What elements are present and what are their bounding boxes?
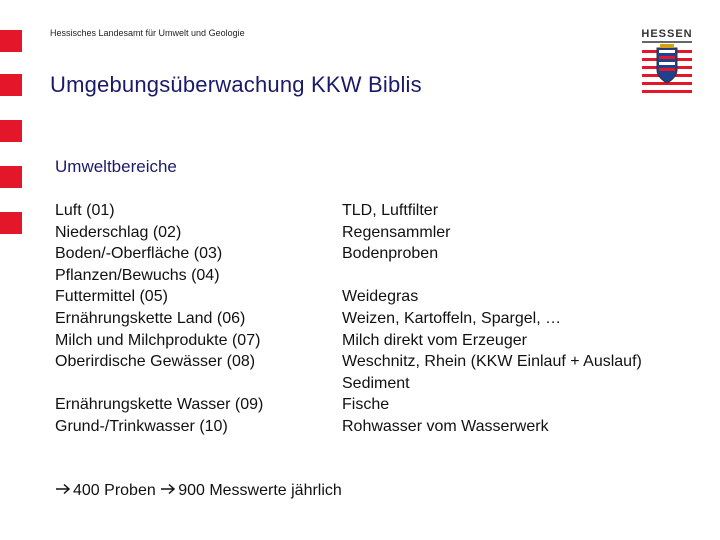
- environment-areas-list: [55, 200, 263, 438]
- list-item: Grund-/Trinkwasser (10): [55, 417, 228, 435]
- list-item: Niederschlag (02): [55, 223, 182, 241]
- list-item: Rohwasser vom Wasserwerk: [342, 417, 549, 435]
- list-item: TLD, Luftfilter: [342, 202, 439, 219]
- list-item: Ernährungskette Wasser (09): [55, 396, 264, 414]
- list-item: Weschnitz, Rhein (KKW Einlauf + Auslauf): [342, 353, 642, 371]
- list-item: Regensammler: [342, 223, 451, 241]
- hessen-crest-icon: [640, 28, 694, 96]
- page-title: Umgebungsüberwachung KKW Biblis: [50, 72, 422, 97]
- list-item: Luft (01): [55, 202, 115, 219]
- logo-text: HESSEN: [641, 28, 693, 40]
- arrow-right-icon: [55, 482, 73, 500]
- arrow-right-icon: [160, 482, 178, 500]
- list-item: Sediment: [342, 374, 410, 392]
- list-item: Weizen, Kartoffeln, Spargel, …: [342, 309, 562, 327]
- list-item: Bodenproben: [342, 245, 439, 263]
- list-item: Milch und Milchprodukte (07): [55, 331, 261, 349]
- list-item: Oberirdische Gewässer (08): [55, 353, 256, 371]
- red-square-3: [0, 120, 22, 142]
- list-item: Futtermittel (05): [55, 288, 168, 306]
- summary-line: [55, 482, 342, 500]
- summary-samples: 400 Proben: [73, 482, 156, 499]
- list-item: Milch direkt vom Erzeuger: [342, 331, 527, 349]
- list-item: Boden/-Oberfläche (03): [55, 245, 223, 263]
- list-item: Fische: [342, 396, 390, 414]
- red-square-2: [0, 74, 22, 96]
- red-square-5: [0, 212, 22, 234]
- list-spacer: [342, 265, 642, 287]
- list-item: Pflanzen/Bewuchs (04): [55, 266, 220, 284]
- organization-name: Hessisches Landesamt für Umwelt und Geologie: [50, 28, 245, 38]
- red-square-4: [0, 166, 22, 188]
- list-item: Weidegras: [342, 288, 419, 306]
- list-item: Ernährungskette Land (06): [55, 309, 246, 327]
- hessen-logo: [640, 28, 694, 96]
- red-square-1: [0, 30, 22, 52]
- list-spacer: [55, 373, 263, 395]
- sample-types-list: [342, 200, 642, 438]
- summary-measurements: 900 Messwerte jährlich: [178, 482, 342, 499]
- section-heading: Umweltbereiche: [55, 157, 177, 176]
